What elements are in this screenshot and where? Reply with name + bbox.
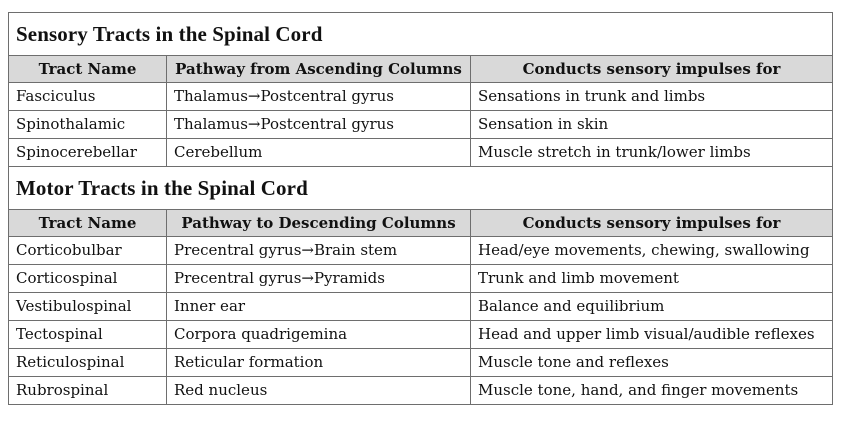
table-row [9, 237, 833, 265]
table-row [9, 265, 833, 293]
pathway-cell: Inner ear [167, 293, 471, 321]
table-row [9, 293, 833, 321]
tract-name-cell: Fasciculus [9, 83, 167, 111]
motor-header-row [9, 210, 833, 237]
table-row [9, 321, 833, 349]
tract-name-cell: Spinocerebellar [9, 139, 167, 167]
pathway-cell: Cerebellum [167, 139, 471, 167]
tract-name-cell: Rubrospinal [9, 377, 167, 405]
motor-header-conducts: Conducts sensory impulses for [471, 210, 833, 237]
motor-title-row [9, 167, 833, 210]
sensory-header-tract-name: Tract Name [9, 56, 167, 83]
table-row [9, 139, 833, 167]
table-row [9, 111, 833, 139]
table-row [9, 349, 833, 377]
pathway-cell: Red nucleus [167, 377, 471, 405]
sensory-section-title: Sensory Tracts in the Spinal Cord [9, 13, 833, 56]
sensory-header-conducts: Conducts sensory impulses for [471, 56, 833, 83]
sensory-header-row [9, 56, 833, 83]
tract-name-cell: Corticobulbar [9, 237, 167, 265]
function-cell: Muscle stretch in trunk/lower limbs [471, 139, 833, 167]
tract-name-cell: Reticulospinal [9, 349, 167, 377]
motor-header-pathway: Pathway to Descending Columns [167, 210, 471, 237]
motor-section-title: Motor Tracts in the Spinal Cord [9, 167, 833, 210]
motor-header-tract-name: Tract Name [9, 210, 167, 237]
tract-name-cell: Tectospinal [9, 321, 167, 349]
sensory-header-pathway: Pathway from Ascending Columns [167, 56, 471, 83]
table-row [9, 83, 833, 111]
tract-name-cell: Vestibulospinal [9, 293, 167, 321]
function-cell: Trunk and limb movement [471, 265, 833, 293]
function-cell: Head and upper limb visual/audible reflexes [471, 321, 833, 349]
table-row [9, 377, 833, 405]
function-cell: Sensations in trunk and limbs [471, 83, 833, 111]
pathway-cell: Reticular formation [167, 349, 471, 377]
pathway-cell: Precentral gyrus→Pyramids [167, 265, 471, 293]
function-cell: Muscle tone and reflexes [471, 349, 833, 377]
pathway-cell: Thalamus→Postcentral gyrus [167, 111, 471, 139]
function-cell: Head/eye movements, chewing, swallowing [471, 237, 833, 265]
function-cell: Balance and equilibrium [471, 293, 833, 321]
pathway-cell: Thalamus→Postcentral gyrus [167, 83, 471, 111]
function-cell: Muscle tone, hand, and finger movements [471, 377, 833, 405]
tract-name-cell: Corticospinal [9, 265, 167, 293]
pathway-cell: Precentral gyrus→Brain stem [167, 237, 471, 265]
function-cell: Sensation in skin [471, 111, 833, 139]
spinal-tracts-table [8, 12, 833, 405]
sensory-title-row [9, 13, 833, 56]
tract-name-cell: Spinothalamic [9, 111, 167, 139]
pathway-cell: Corpora quadrigemina [167, 321, 471, 349]
